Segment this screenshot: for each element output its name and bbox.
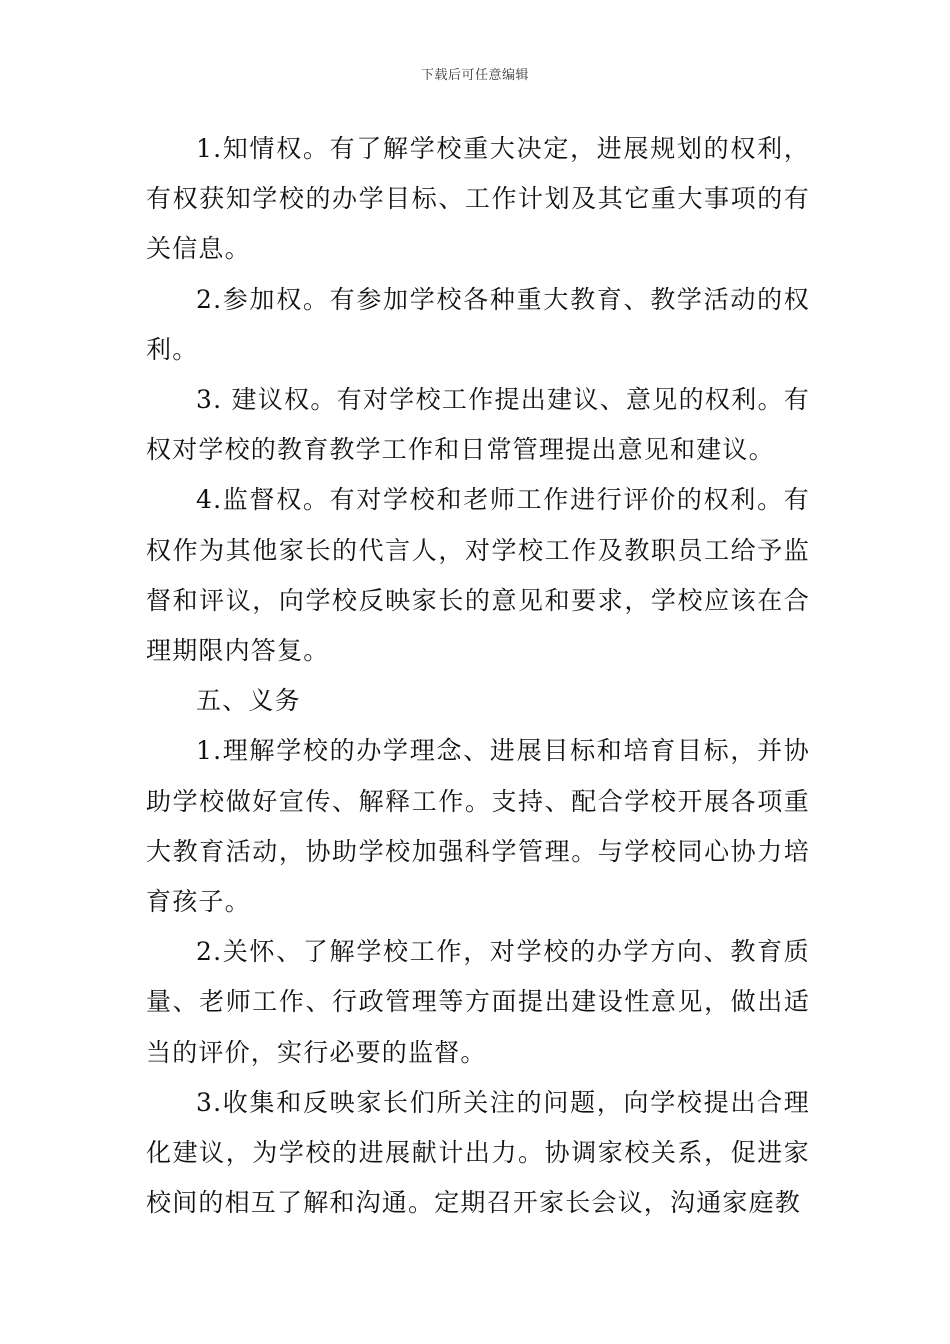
paragraph-obligation-3: 3.收集和反映家长们所关注的问题，向学校提出合理化建议，为学校的进展献计出力。协调家校关系，促进家校间的相互了解和沟通。定期召开家长会议，沟通家庭教 <box>146 1087 810 1218</box>
paragraph-obligation-1: 1.理解学校的办学理念、进展目标和培育目标，并协助学校做好宣传、解释工作。支持、配合学校开展各项重大教育活动，协助学校加强科学管理。与学校同心协力培育孩子。 <box>146 736 810 917</box>
paragraph-right-to-participate: 2.参加权。有参加学校各种重大教育、教学活动的权利。 <box>146 284 810 364</box>
paragraph-right-to-suggest: 3. 建议权。有对学校工作提出建议、意见的权利。有权对学校的教育教学工作和日常管理提出意见和建议。 <box>146 385 810 465</box>
section-heading-obligations: 五、义务 <box>196 686 301 716</box>
paragraph-right-to-know: 1.知情权。有了解学校重大决定，进展规划的权利，有权获知学校的办学目标、工作计划及其它重大事项的有关信息。 <box>146 134 810 264</box>
paragraph-obligation-2: 2.关怀、了解学校工作，对学校的办学方向、教育质量、老师工作、行政管理等方面提出建设性意见，做出适当的评价，实行必要的监督。 <box>146 937 810 1067</box>
paragraph-right-to-supervise: 4.监督权。有对学校和老师工作进行评价的权利。有权作为其他家长的代言人，对学校工作及教职员工给予监督和评议，向学校反映家长的意见和要求，学校应该在合理期限内答复。 <box>146 485 810 666</box>
document-body <box>146 124 810 1228</box>
page-header: 下载后可任意编辑 <box>420 68 529 83</box>
